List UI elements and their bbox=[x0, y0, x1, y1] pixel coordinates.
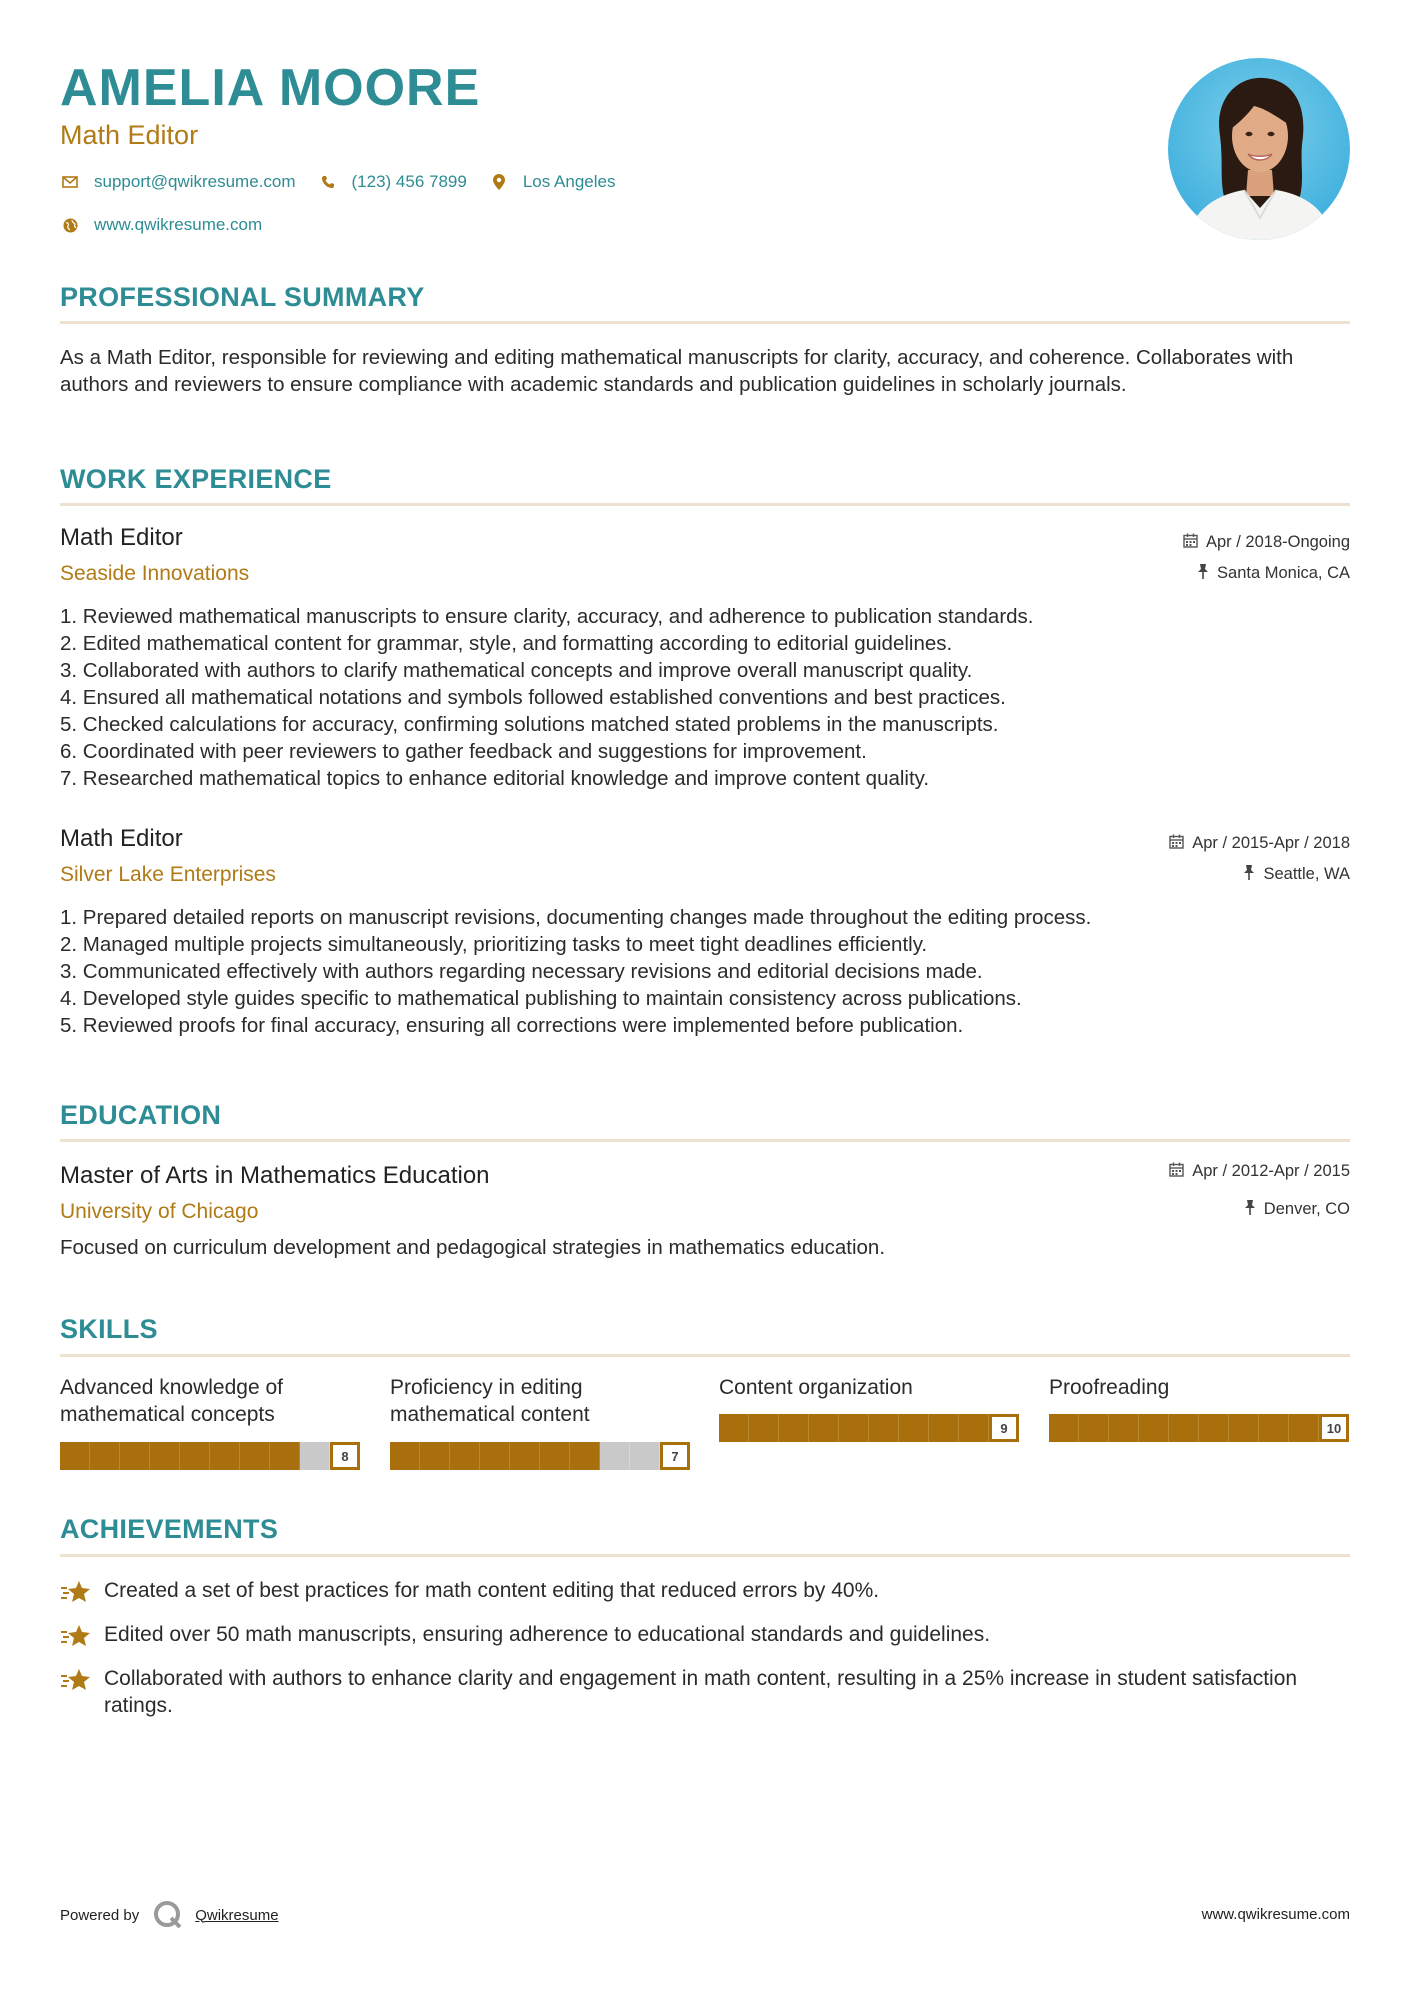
skill-level-bar bbox=[719, 1414, 1019, 1442]
skill-level-segment bbox=[120, 1442, 150, 1470]
education-location bbox=[1244, 1200, 1350, 1219]
calendar-icon bbox=[1183, 533, 1198, 552]
summary-heading: PROFESSIONAL SUMMARY bbox=[60, 282, 425, 312]
contact-row bbox=[60, 172, 637, 192]
list-item: 1. Reviewed mathematical manuscripts to ensure clarity, accuracy, and adherence to publication standards. bbox=[60, 605, 1034, 628]
list-item: 6. Coordinated with peer reviewers to gather feedback and suggestions for improvement. bbox=[60, 740, 867, 763]
skill-level-segment bbox=[450, 1442, 480, 1470]
skill-name: Proofreading bbox=[1049, 1376, 1170, 1399]
summary-text: As a Math Editor, responsible for reviewing and editing mathematical manuscripts for clarity, accuracy, and coherence. Collaborates with authors and reviewers to ensure compliance with academic standards and publication guidelines in scholarly journals. bbox=[60, 346, 1294, 396]
skill-level-segment bbox=[540, 1442, 570, 1470]
location: Los Angeles bbox=[522, 172, 616, 191]
skill-level-segment bbox=[510, 1442, 540, 1470]
list-item: 4. Ensured all mathematical notations and symbols followed established conventions and best practices. bbox=[60, 686, 1006, 709]
company-name: Silver Lake Enterprises bbox=[60, 863, 276, 886]
list-item: 3. Collaborated with authors to clarify mathematical concepts and improve overall manuscript quality. bbox=[60, 659, 973, 682]
job-dates-text: Apr / 2015-Apr / 2018 bbox=[1192, 834, 1350, 852]
achievement-item bbox=[60, 1621, 1350, 1656]
footer-website[interactable]: www.qwikresume.com bbox=[1201, 1906, 1350, 1923]
section-divider bbox=[60, 321, 1350, 324]
job-dates-text: Apr / 2018-Ongoing bbox=[1205, 533, 1350, 551]
school-name: University of Chicago bbox=[60, 1200, 259, 1223]
education-heading: EDUCATION bbox=[60, 1100, 222, 1130]
education-dates-text: Apr / 2012-Apr / 2015 bbox=[1192, 1162, 1350, 1180]
skill-level-bar bbox=[390, 1442, 690, 1470]
job-location bbox=[1243, 865, 1350, 884]
skill-item bbox=[60, 1374, 360, 1464]
experience-heading: WORK EXPERIENCE bbox=[60, 464, 332, 494]
skill-level-badge: 10 bbox=[1319, 1414, 1349, 1442]
degree-title: Master of Arts in Mathematics Education bbox=[60, 1162, 490, 1189]
website-row bbox=[60, 215, 284, 235]
calendar-icon bbox=[1169, 1162, 1184, 1181]
globe-icon bbox=[60, 218, 80, 233]
company-name: Seaside Innovations bbox=[60, 562, 250, 585]
pushpin-icon bbox=[1244, 1200, 1256, 1219]
skill-level-segment bbox=[60, 1442, 90, 1470]
job-dates bbox=[1183, 533, 1350, 552]
achievement-item bbox=[60, 1665, 1350, 1719]
achievement-text: Edited over 50 math manuscripts, ensuring adherence to educational standards and guidelines. bbox=[104, 1623, 991, 1646]
skill-level-badge: 7 bbox=[660, 1442, 690, 1470]
section-divider bbox=[60, 1354, 1350, 1357]
skill-level-segment bbox=[300, 1442, 330, 1470]
skill-level-segment bbox=[420, 1442, 450, 1470]
envelope-icon bbox=[60, 176, 80, 188]
skill-level-segment bbox=[570, 1442, 600, 1470]
job-title: Math Editor bbox=[60, 825, 183, 852]
list-item: 3. Communicated effectively with authors regarding necessary revisions and editorial decisions made. bbox=[60, 960, 983, 983]
star-icon bbox=[60, 1577, 104, 1612]
list-item: 7. Researched mathematical topics to enhance editorial knowledge and improve content quality. bbox=[60, 767, 930, 790]
skill-level-segment bbox=[90, 1442, 120, 1470]
skill-level-segment bbox=[1049, 1414, 1079, 1442]
job-location-text: Seattle, WA bbox=[1263, 865, 1350, 883]
education-dates bbox=[1169, 1162, 1350, 1181]
website-link[interactable]: www.qwikresume.com bbox=[94, 215, 263, 234]
calendar-icon bbox=[1169, 834, 1184, 853]
education-description: Focused on curriculum development and pedagogical strategies in mathematics education. bbox=[60, 1236, 886, 1259]
star-icon bbox=[60, 1621, 104, 1656]
job-location-text: Santa Monica, CA bbox=[1217, 564, 1350, 582]
skill-level-segment bbox=[1109, 1414, 1139, 1442]
achievement-text: Created a set of best practices for math content editing that reduced errors by 40%. bbox=[104, 1579, 880, 1602]
skill-item bbox=[390, 1374, 690, 1464]
skill-level-badge: 8 bbox=[330, 1442, 360, 1470]
candidate-title: Math Editor bbox=[60, 120, 199, 150]
job-location bbox=[1197, 564, 1350, 583]
skill-level-segment bbox=[630, 1442, 660, 1470]
skill-level-segment bbox=[480, 1442, 510, 1470]
skill-level-segment bbox=[1199, 1414, 1229, 1442]
list-item: 5. Reviewed proofs for final accuracy, ensuring all corrections were implemented before publication. bbox=[60, 1014, 964, 1037]
skill-level-segment bbox=[1169, 1414, 1199, 1442]
section-divider bbox=[60, 1554, 1350, 1557]
skill-level-segment bbox=[150, 1442, 180, 1470]
skill-item bbox=[1049, 1374, 1349, 1436]
section-divider bbox=[60, 1139, 1350, 1142]
pushpin-icon bbox=[1243, 865, 1255, 884]
skill-level-segment bbox=[779, 1414, 809, 1442]
map-marker-icon bbox=[489, 174, 509, 190]
education-location-text: Denver, CO bbox=[1263, 1200, 1350, 1218]
section-divider bbox=[60, 503, 1350, 506]
skill-level-segment bbox=[749, 1414, 779, 1442]
skill-level-segment bbox=[1139, 1414, 1169, 1442]
powered-by-label: Powered by bbox=[60, 1906, 140, 1924]
job-dates bbox=[1169, 834, 1350, 853]
skill-level-segment bbox=[600, 1442, 630, 1470]
skill-level-segment bbox=[839, 1414, 869, 1442]
skill-level-segment bbox=[929, 1414, 959, 1442]
achievement-item bbox=[60, 1577, 1350, 1612]
list-item: 1. Prepared detailed reports on manuscript revisions, documenting changes made throughout the editing process. bbox=[60, 906, 1092, 929]
skill-level-segment bbox=[1229, 1414, 1259, 1442]
achievements-heading: ACHIEVEMENTS bbox=[60, 1514, 279, 1544]
skill-name: Content organization bbox=[719, 1376, 913, 1399]
job-title: Math Editor bbox=[60, 524, 183, 551]
skill-level-segment bbox=[869, 1414, 899, 1442]
skill-level-segment bbox=[240, 1442, 270, 1470]
email-link[interactable]: support@qwikresume.com bbox=[94, 172, 296, 191]
qwikresume-link[interactable]: Qwikresume bbox=[195, 1906, 279, 1924]
skill-level-segment bbox=[899, 1414, 929, 1442]
skill-level-segment bbox=[180, 1442, 210, 1470]
star-icon bbox=[60, 1665, 104, 1719]
skill-level-bar bbox=[1049, 1414, 1349, 1442]
list-item: 2. Managed multiple projects simultaneously, prioritizing tasks to meet tight deadlines efficiently. bbox=[60, 933, 928, 956]
skill-item bbox=[719, 1374, 1019, 1436]
skill-level-segment bbox=[959, 1414, 989, 1442]
skill-name: Proficiency in editing mathematical content bbox=[390, 1376, 590, 1426]
skill-level-segment bbox=[270, 1442, 300, 1470]
list-item: 2. Edited mathematical content for grammar, style, and formatting according to editorial guidelines. bbox=[60, 632, 953, 655]
job-duties-list bbox=[60, 904, 1360, 1039]
footer-powered-by bbox=[60, 1900, 279, 1930]
skill-level-segment bbox=[390, 1442, 420, 1470]
skill-level-segment bbox=[1079, 1414, 1109, 1442]
job-duties-list bbox=[60, 603, 1360, 792]
list-item: 5. Checked calculations for accuracy, confirming solutions matched stated problems in the manuscripts. bbox=[60, 713, 999, 736]
profile-photo bbox=[1168, 58, 1350, 240]
skill-level-segment bbox=[719, 1414, 749, 1442]
skill-level-badge: 9 bbox=[989, 1414, 1019, 1442]
candidate-name: AMELIA MOORE bbox=[60, 59, 481, 117]
achievement-text: Collaborated with authors to enhance clarity and engagement in math content, resulting in a 25% increase in student satisfaction ratings. bbox=[104, 1667, 1298, 1717]
phone-icon bbox=[318, 175, 338, 189]
skill-name: Advanced knowledge of mathematical concepts bbox=[60, 1376, 283, 1426]
list-item: 4. Developed style guides specific to mathematical publishing to maintain consistency across publications. bbox=[60, 987, 1022, 1010]
pushpin-icon bbox=[1197, 564, 1209, 583]
skill-level-segment bbox=[1259, 1414, 1289, 1442]
phone-number[interactable]: (123) 456 7899 bbox=[351, 172, 467, 191]
skill-level-segment bbox=[1289, 1414, 1319, 1442]
skill-level-segment bbox=[809, 1414, 839, 1442]
skill-level-segment bbox=[210, 1442, 240, 1470]
skill-level-bar bbox=[60, 1442, 360, 1470]
skills-heading: SKILLS bbox=[60, 1314, 158, 1344]
qwikresume-logo-icon bbox=[153, 1900, 183, 1930]
